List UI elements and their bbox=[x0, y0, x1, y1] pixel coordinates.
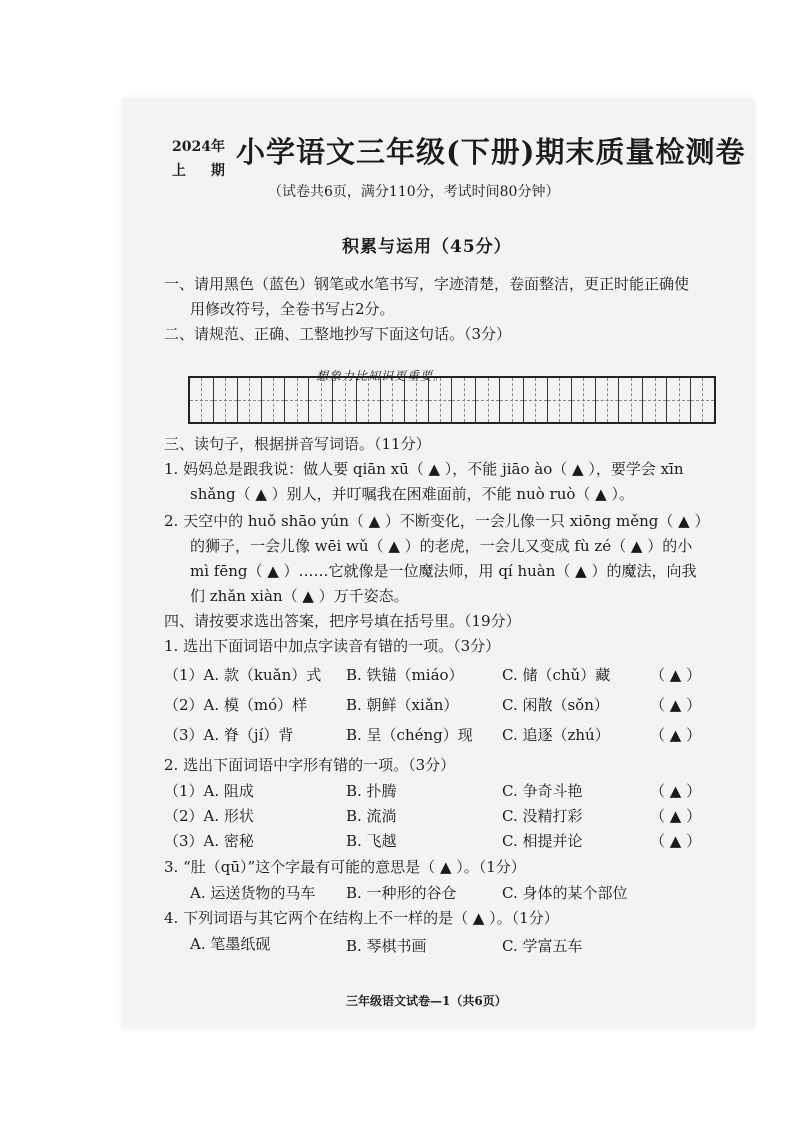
exam-term: 上 期 bbox=[172, 163, 235, 179]
p1-row1-option-a: （1）A. 款（kuǎn）式 bbox=[164, 666, 322, 684]
q2-title: 二、请规范、正确、工整地抄写下面这句话。（3分） bbox=[164, 325, 512, 343]
q4-p2-title: 2. 选出下面词语中字形有错的一项。（3分） bbox=[164, 756, 456, 774]
p3-option-a: A. 运送货物的马车 bbox=[190, 884, 316, 902]
p2-row3-answer-blank[interactable]: （ ▲ ） bbox=[650, 832, 702, 850]
p2-row1-answer-blank[interactable]: （ ▲ ） bbox=[650, 782, 702, 800]
p2-row1-option-a: （1）A. 阻成 bbox=[164, 782, 254, 800]
p1-row1-option-c: C. 储（chǔ）藏 bbox=[502, 666, 611, 684]
p2-row3-option-b: B. 飞越 bbox=[346, 832, 397, 850]
p2-row2-answer-blank[interactable]: （ ▲ ） bbox=[650, 807, 702, 825]
p1-row3-option-a: （3）A. 脊（jí）背 bbox=[164, 726, 294, 744]
q3-s1-line1: 1. 妈妈总是跟我说：做人要 qiān xū（ ▲ ），不能 jiāo ào（ ▲ ），要学会 xīn bbox=[164, 460, 684, 478]
q3-s2-line4: 们 zhǎn xiàn（ ▲ ）万千姿态。 bbox=[190, 587, 409, 605]
p4-option-a: A. 笔墨纸砚 bbox=[190, 935, 271, 953]
p2-row2-option-b: B. 流淌 bbox=[346, 807, 397, 825]
q2-model-sentence: 想象力比知识更重要。 bbox=[316, 369, 447, 383]
p1-row2-option-a: （2）A. 模（mó）样 bbox=[164, 696, 308, 714]
q1-line1: 一、请用黑色（蓝色）钢笔或水笔书写，字迹清楚，卷面整洁，更正时能正确使 bbox=[164, 275, 690, 293]
p2-row2-option-a: （2）A. 形状 bbox=[164, 807, 254, 825]
q4-title: 四、请按要求选出答案，把序号填在括号里。（19分） bbox=[164, 612, 521, 630]
page-footer: 三年级语文试卷—1（共6页） bbox=[346, 994, 507, 1008]
p4-option-b: B. 琴棋书画 bbox=[346, 937, 427, 955]
p3-option-c: C. 身体的某个部位 bbox=[502, 884, 628, 902]
p2-row2-option-c: C. 没精打彩 bbox=[502, 807, 583, 825]
q1-line2: 用修改符号，全卷书写占2分。 bbox=[190, 300, 395, 318]
q3-s2-line1: 2. 天空中的 huǒ shāo yún（ ▲ ）不断变化，一会儿像一只 xiōng měng（ ▲ ） bbox=[164, 512, 710, 530]
p1-row2-option-c: C. 闲散（sǒn） bbox=[502, 696, 609, 714]
p1-row2-option-b: B. 朝鲜（xiǎn） bbox=[346, 696, 459, 714]
p3-option-b: B. 一种形的谷仓 bbox=[346, 884, 457, 902]
q3-s2-line2: 的狮子，一会儿像 wēi wǔ（ ▲ ）的老虎，一会儿又变成 fù zé（ ▲ ）的小 bbox=[190, 537, 693, 555]
p2-row3-option-c: C. 相提并论 bbox=[502, 832, 583, 850]
q4-p4-title: 4. 下列词语与其它两个在结构上不一样的是（ ▲ ）。（1分） bbox=[164, 909, 559, 927]
section-title: 积累与运用（45分） bbox=[342, 237, 512, 257]
p1-row3-option-b: B. 呈（chéng）现 bbox=[346, 726, 473, 744]
p1-row1-option-b: B. 铁锚（miáo） bbox=[346, 666, 464, 684]
q3-s2-line3: mì fēng（ ▲ ）……它就像是一位魔法师，用 qí huàn（ ▲ ）的魔法，向我 bbox=[190, 562, 697, 580]
q3-s1-line2: shǎng（ ▲ ）别人，并叮嘱我在困难面前，不能 nuò ruò（ ▲ ）。 bbox=[190, 485, 634, 503]
exam-title: 小学语文三年级(下册)期末质量检测卷 bbox=[236, 135, 746, 169]
p2-row1-option-b: B. 扑腾 bbox=[346, 782, 397, 800]
p2-row1-option-c: C. 争奇斗艳 bbox=[502, 782, 583, 800]
p1-row3-option-c: C. 追逐（zhú） bbox=[502, 726, 610, 744]
p1-row1-answer-blank[interactable]: （ ▲ ） bbox=[650, 666, 702, 684]
p1-row3-answer-blank[interactable]: （ ▲ ） bbox=[650, 726, 702, 744]
q3-title: 三、读句子，根据拼音写词语。（11分） bbox=[164, 435, 431, 453]
p1-row2-answer-blank[interactable]: （ ▲ ） bbox=[650, 696, 702, 714]
exam-year: 2024年 bbox=[172, 139, 225, 155]
q4-p1-title: 1. 选出下面词语中加点字读音有错的一项。（3分） bbox=[164, 637, 501, 655]
p4-option-c: C. 学富五车 bbox=[502, 937, 583, 955]
exam-subtitle: （试卷共6页，满分110分，考试时间80分钟） bbox=[268, 184, 560, 200]
copy-writing-grid[interactable] bbox=[188, 376, 716, 424]
p2-row3-option-a: （3）A. 密秘 bbox=[164, 832, 254, 850]
q4-p3-title: 3. “肚（qū）”这个字最有可能的意思是（ ▲ ）。（1分） bbox=[164, 858, 526, 876]
